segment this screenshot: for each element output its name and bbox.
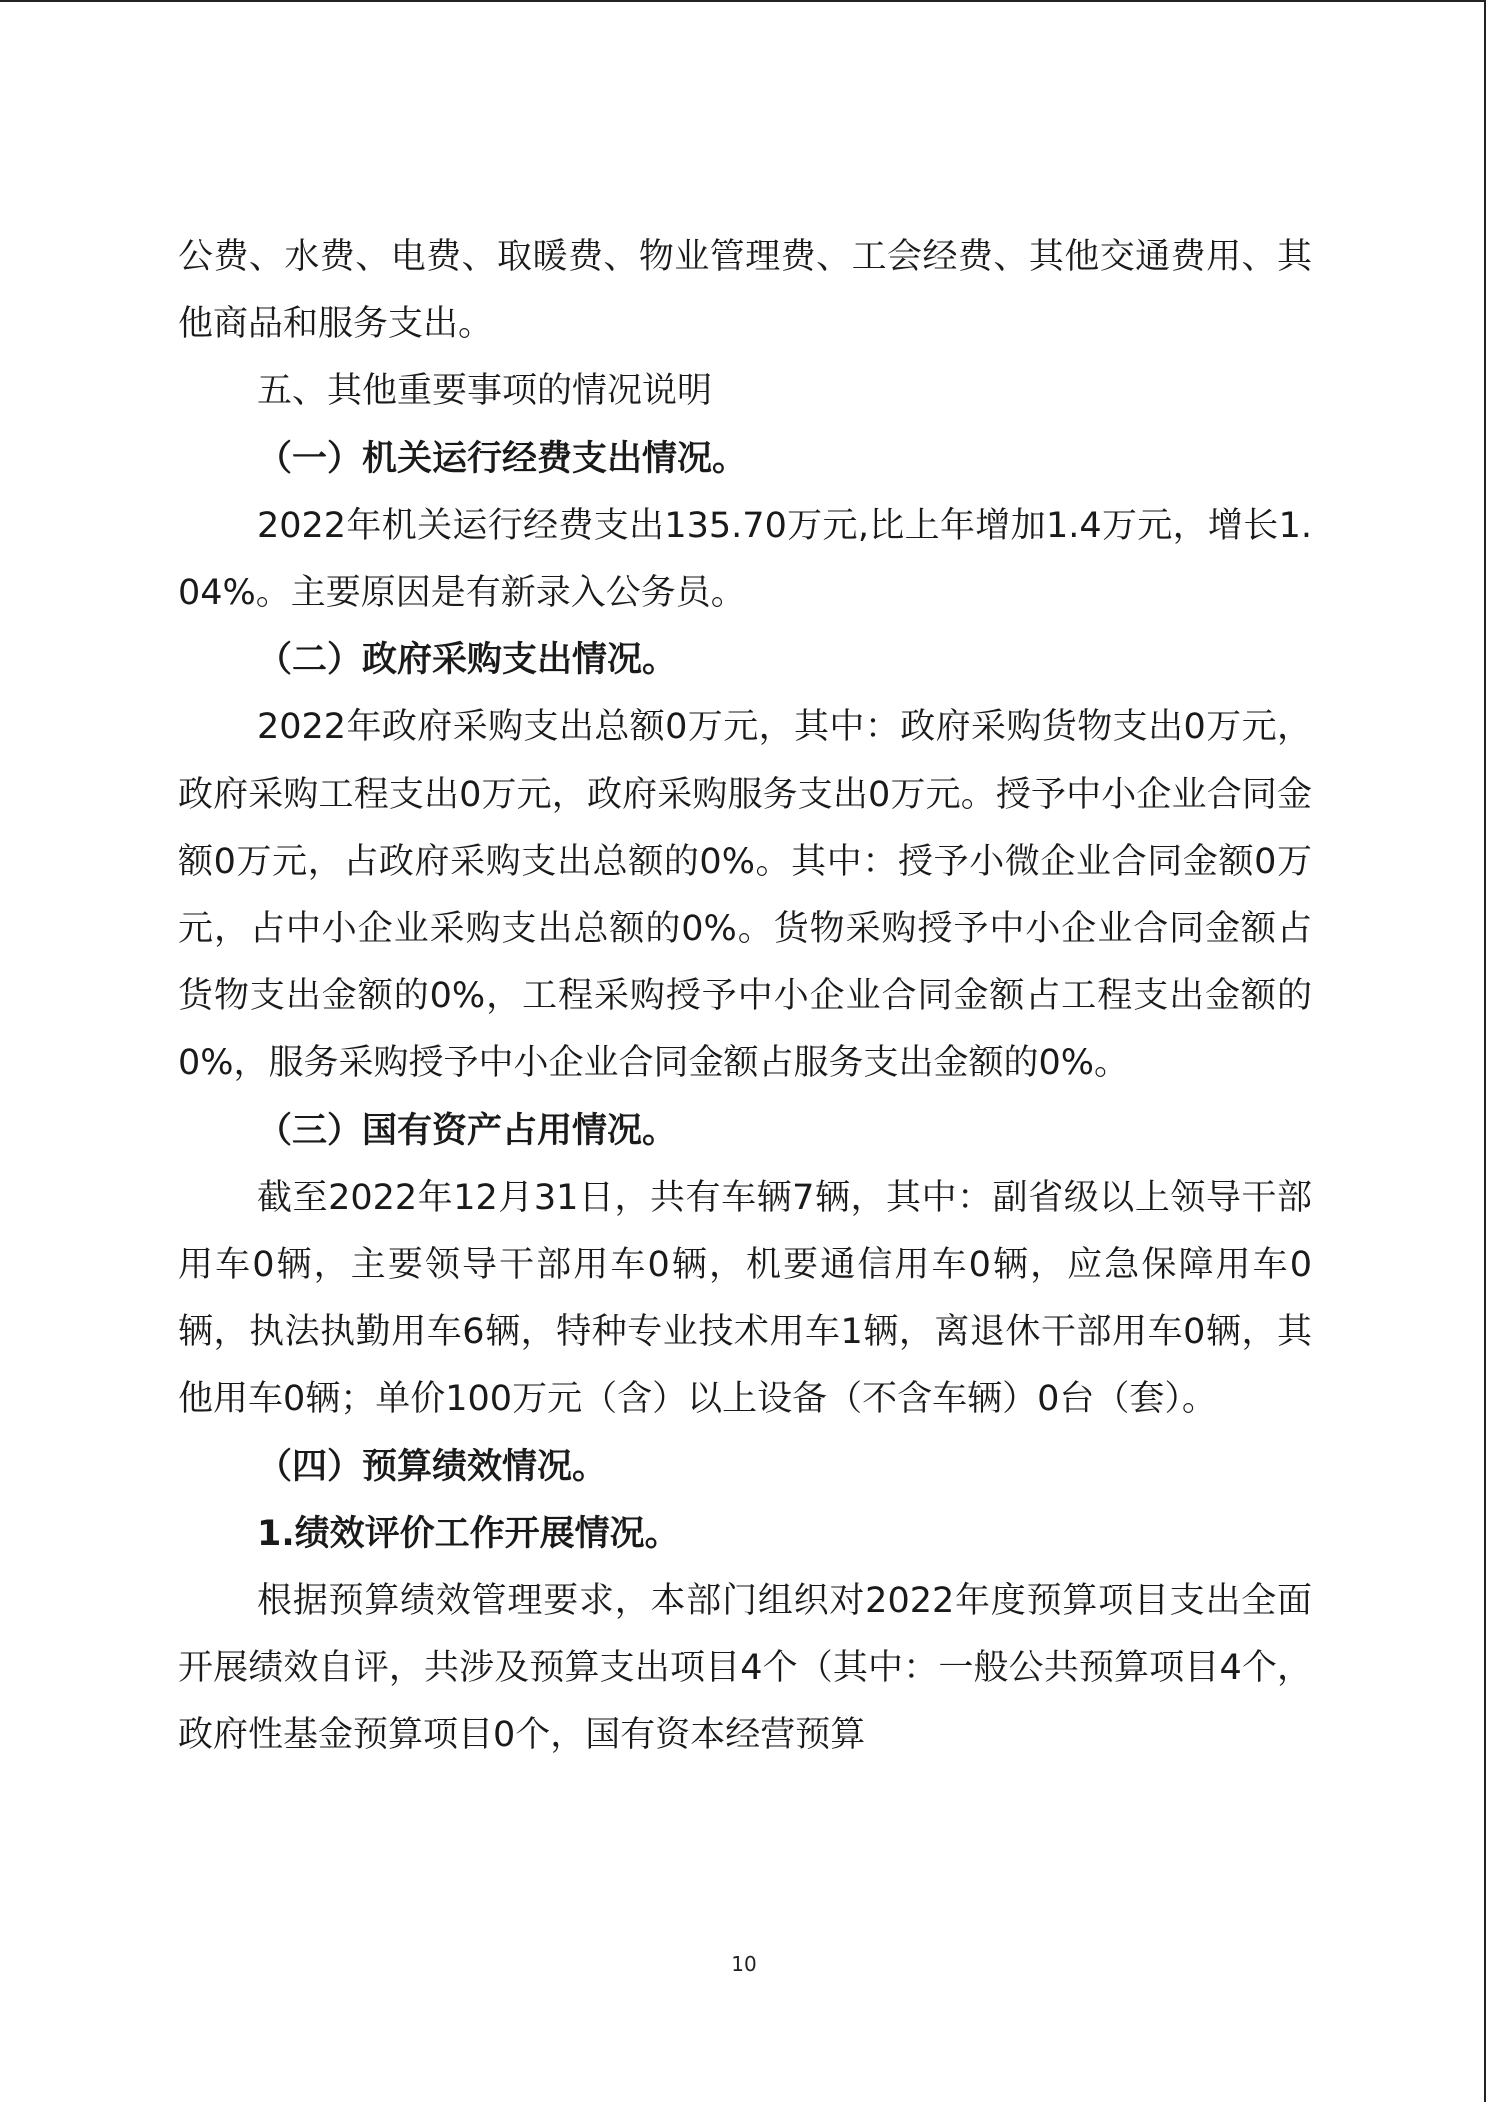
subheading-budget-performance: （四）预算绩效情况。	[257, 1446, 608, 1487]
subheading-state-assets: （三）国有资产占用情况。	[257, 1110, 678, 1151]
paragraph-operating-expenses: 2022年机关运行经费支出135.70万元,比上年增加1.4万元，增长1.04%。主要原因是有新录入公务员。	[178, 505, 1312, 614]
section-heading-other-matters: 五、其他重要事项的情况说明	[257, 371, 713, 412]
subheading-evaluation-work: 1.绩效评价工作开展情况。	[257, 1513, 680, 1554]
page-number: 10	[731, 1952, 757, 1976]
paragraph-state-assets: 截至2022年12月31日，共有车辆7辆，其中：副省级以上领导干部用车0辆，主要领导干部用车0辆，机要通信用车0辆，应急保障用车0辆，执法执勤用车6辆，特种专业技术用车1辆，离退休干部用车0辆，其他用车0辆；单价100万元（含）以上设备（不含车辆）0台（套）。	[178, 1177, 1312, 1420]
subheading-operating-expenses: （一）机关运行经费支出情况。	[257, 438, 748, 479]
paragraph-evaluation-work: 根据预算绩效管理要求，本部门组织对2022年度预算项目支出全面开展绩效自评，共涉及预算支出项目4个（其中：一般公共预算项目4个，政府性基金预算项目0个，国有资本经营预算	[178, 1581, 1312, 1756]
paragraph-procurement: 2022年政府采购支出总额0万元，其中：政府采购货物支出0万元，政府采购工程支出0万元，政府采购服务支出0万元。授予中小企业合同金额0万元，占政府采购支出总额的0%。其中：授予小微企业合同金额0万元，占中小企业采购支出总额的0%。货物采购授予中小企业合同金额占货物支出金额的0%，工程采购授予中小企业合同金额占工程支出金额的0%，服务采购授予中小企业合同金额占服务支出金额的0%。	[178, 707, 1312, 1084]
paragraph-expense-list: 公费、水费、电费、取暖费、物业管理费、工会经费、其他交通费用、其他商品和服务支出。	[178, 237, 1312, 345]
subheading-procurement: （二）政府采购支出情况。	[257, 640, 678, 681]
document-body	[178, 224, 1312, 1770]
